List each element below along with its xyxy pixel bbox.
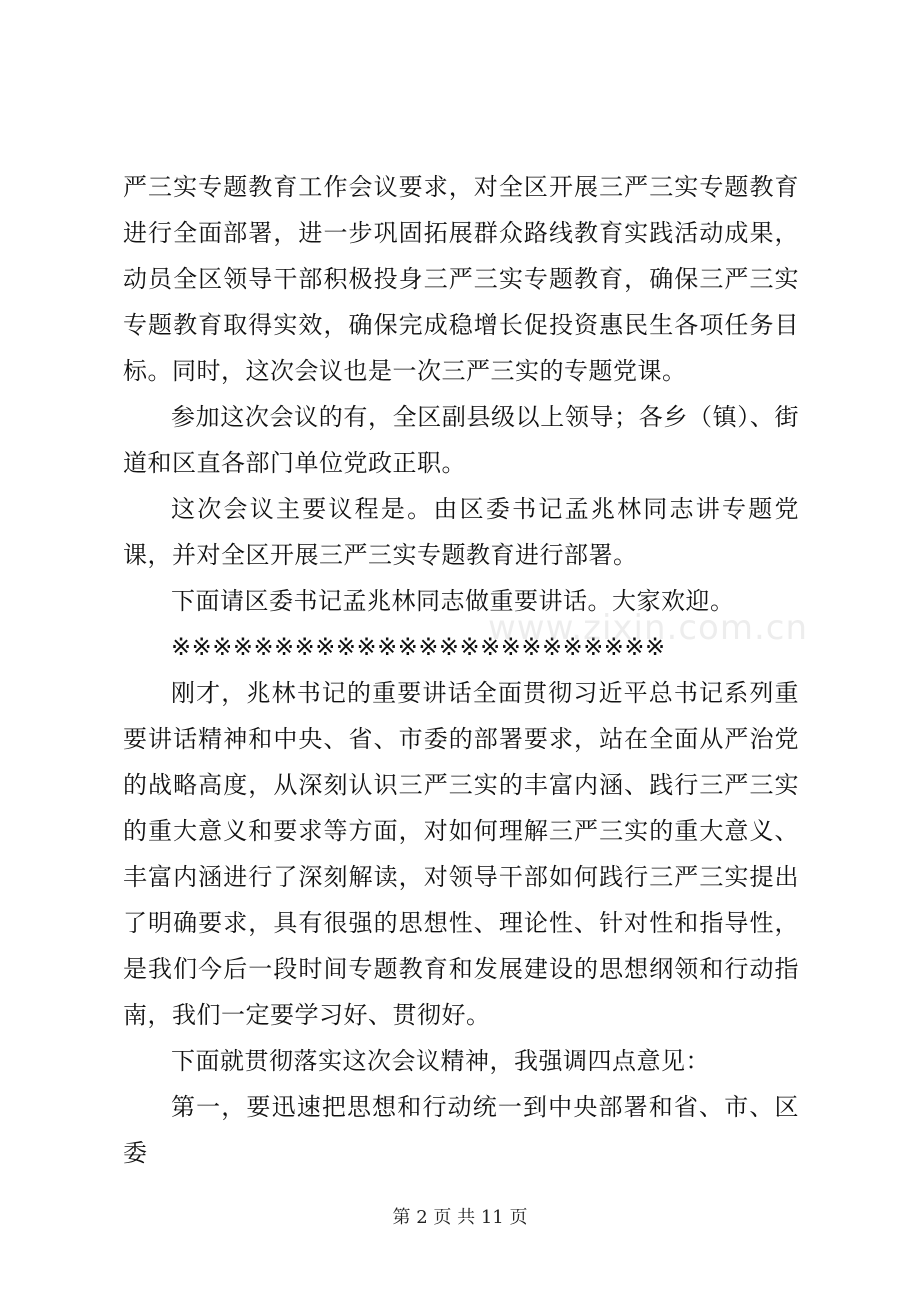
watermark: www.zixin.com.cn (488, 608, 808, 648)
paragraph-1: 严三实专题教育工作会议要求，对全区开展三严三实专题教育进行全面部署，进一步巩固拓展群众路线教育实践活动成果，动员全区领导干部积极投身三严三实专题教育，确保三严三实专题教育取得实效，确保完成稳增长促投资惠民生各项任务目标。同时，这次会议也是一次三严三实的专题党课。 (123, 173, 799, 385)
paragraph-6: 下面就贯彻落实这次会议精神，我强调四点意见： (171, 1047, 710, 1075)
separator-symbols: ※※※※※※※※※※※※※※※※※※※※※※※※ (171, 633, 666, 661)
page-footer: 第 2 页 共 11 页 (392, 1207, 528, 1228)
document-body (123, 164, 799, 1176)
paragraph-3: 这次会议主要议程是。由区委书记孟兆林同志讲专题党课，并对全区开展三严三实专题教育进行部署。 (123, 495, 799, 569)
paragraph-5: 刚才，兆林书记的重要讲话全面贯彻习近平总书记系列重要讲话精神和中央、省、市委的部署要求，站在全面从严治党的战略高度，从深刻认识三严三实的丰富内涵、践行三严三实的重大意义和要求等方面，对如何理解三严三实的重大意义、丰富内涵进行了深刻解读，对领导干部如何践行三严三实提出了明确要求，具有很强的思想性、理论性、针对性和指导性，是我们今后一段时间专题教育和发展建设的思想纲领和行动指南，我们一定要学习好、贯彻好。 (123, 679, 799, 1029)
paragraph-2: 参加这次会议的有，全区副县级以上领导；各乡（镇）、街道和区直各部门单位党政正职。 (123, 403, 799, 477)
paragraph-4: 下面请区委书记孟兆林同志做重要讲话。大家欢迎。 (171, 587, 735, 615)
paragraph-7: 第一，要迅速把思想和行动统一到中央部署和省、市、区委 (123, 1093, 799, 1167)
